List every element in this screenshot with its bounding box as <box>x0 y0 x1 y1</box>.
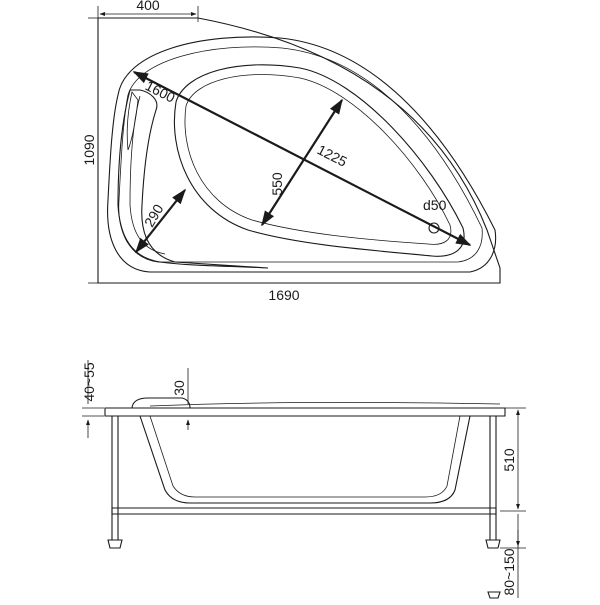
dim-tub-height: 510 <box>501 448 517 472</box>
dim-corner-offset: 400 <box>136 0 160 13</box>
frame-foot <box>486 540 500 548</box>
dim-inner-width: 550 <box>269 172 285 196</box>
top-view <box>81 0 500 303</box>
rim-slab <box>105 408 505 416</box>
dim-rim-lip: 30 <box>171 380 187 396</box>
bath-ledge-outline <box>119 47 483 262</box>
frame-foot <box>488 592 500 598</box>
frame-crossbar <box>112 508 496 514</box>
bath-body-inner <box>150 416 460 497</box>
armrest-contour <box>118 90 268 268</box>
rim-top-hint <box>150 402 500 406</box>
dim-inner-length: 1225 <box>314 141 350 170</box>
dim-rim-height: 40~55 <box>81 362 97 402</box>
dim-depth: 1090 <box>81 134 97 166</box>
dim-leg-height: 80~150 <box>501 548 517 596</box>
side-view <box>81 360 526 598</box>
dim-bath-length: 1600 <box>142 77 178 106</box>
bath-body <box>140 416 470 503</box>
bath-rim-outline <box>108 37 496 272</box>
inner-basin-outline <box>174 65 464 256</box>
dim-backrest: 290 <box>140 201 167 230</box>
dim-drain: d50 <box>423 197 447 213</box>
frame-foot <box>108 540 122 548</box>
headrest <box>132 398 190 408</box>
dim-length: 1690 <box>268 287 300 303</box>
outer-footprint <box>98 18 500 283</box>
